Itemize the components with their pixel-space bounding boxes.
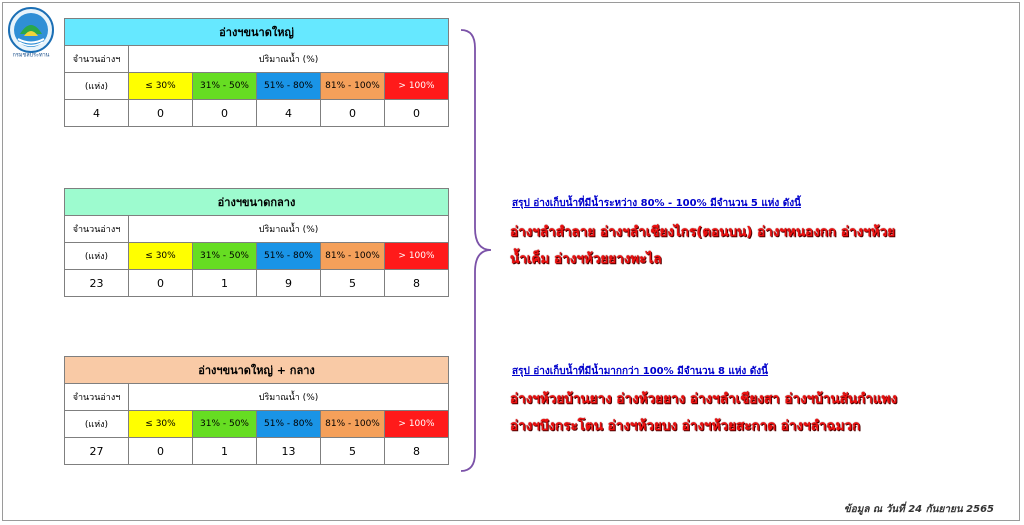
data-date-footer: ข้อมูล ณ วันที่ 24 กันยายน 2565	[843, 504, 994, 515]
range-gt100: > 100%	[385, 243, 449, 270]
summary-heading-80-100: สรุป อ่างเก็บน้ำที่มีน้ำระหว่าง 80% - 100% มีจำนวน 5 แห่ง ดังนี้	[512, 198, 801, 209]
rid-logo-icon	[6, 6, 56, 58]
count-unit: (แห่ง)	[65, 243, 129, 270]
value-51-80: 13	[257, 438, 321, 465]
count-label: จำนวนอ่างฯ	[65, 384, 129, 411]
volume-label: ปริมาณน้ำ (%)	[129, 384, 449, 411]
value-31-50: 1	[193, 270, 257, 297]
count-label: จำนวนอ่างฯ	[65, 216, 129, 243]
value-51-80: 4	[257, 100, 321, 127]
volume-label: ปริมาณน้ำ (%)	[129, 46, 449, 73]
count-value: 23	[65, 270, 129, 297]
range-81-100: 81% - 100%	[321, 411, 385, 438]
range-31-50: 31% - 50%	[193, 73, 257, 100]
value-81-100: 0	[321, 100, 385, 127]
value-gt100: 8	[385, 270, 449, 297]
logo-text: กรมชลประทาน	[12, 52, 50, 58]
value-31-50: 0	[193, 100, 257, 127]
volume-label: ปริมาณน้ำ (%)	[129, 216, 449, 243]
range-gt100: > 100%	[385, 73, 449, 100]
reservoir-table-medium	[64, 188, 449, 297]
count-unit: (แห่ง)	[65, 411, 129, 438]
range-51-80: 51% - 80%	[257, 243, 321, 270]
range-81-100: 81% - 100%	[321, 243, 385, 270]
range-gt100: > 100%	[385, 411, 449, 438]
value-31-50: 1	[193, 438, 257, 465]
reservoir-list-line: น้ำเค็ม อ่างฯห้วยยางพะไล	[510, 251, 662, 267]
range-31-50: 31% - 50%	[193, 243, 257, 270]
range-le30: ≤ 30%	[129, 73, 193, 100]
range-51-80: 51% - 80%	[257, 73, 321, 100]
value-51-80: 9	[257, 270, 321, 297]
count-value: 27	[65, 438, 129, 465]
value-le30: 0	[129, 438, 193, 465]
value-81-100: 5	[321, 438, 385, 465]
reservoir-list-line: อ่างฯบึงกระโตน อ่างฯห้วยบง อ่างฯห้วยสะกาด อ่างฯลำฉมวก	[510, 418, 861, 434]
value-le30: 0	[129, 100, 193, 127]
summary-heading-over-100: สรุป อ่างเก็บน้ำที่มีน้ำมากกว่า 100% มีจำนวน 8 แห่ง ดังนี้	[512, 366, 769, 377]
count-value: 4	[65, 100, 129, 127]
value-gt100: 0	[385, 100, 449, 127]
reservoir-table-combined	[64, 356, 449, 465]
range-le30: ≤ 30%	[129, 411, 193, 438]
reservoir-list-line: อ่างฯลำสำลาย อ่างฯลำเชียงไกร(ตอนบน) อ่างฯหนองกก อ่างฯห้วย	[510, 224, 896, 240]
value-gt100: 8	[385, 438, 449, 465]
value-le30: 0	[129, 270, 193, 297]
curly-brace-icon	[455, 28, 495, 473]
count-unit: (แห่ง)	[65, 73, 129, 100]
range-31-50: 31% - 50%	[193, 411, 257, 438]
table-title: อ่างฯขนาดใหญ่	[65, 19, 449, 46]
range-81-100: 81% - 100%	[321, 73, 385, 100]
value-81-100: 5	[321, 270, 385, 297]
count-label: จำนวนอ่างฯ	[65, 46, 129, 73]
range-le30: ≤ 30%	[129, 243, 193, 270]
table-title: อ่างฯขนาดกลาง	[65, 189, 449, 216]
reservoir-table-large	[64, 18, 449, 127]
reservoir-list-over-100	[510, 386, 990, 440]
reservoir-list-80-100	[510, 219, 990, 273]
reservoir-list-line: อ่างฯห้วยบ้านยาง อ่างห้วยยาง อ่างฯลำเชียงสา อ่างฯบ้านสันกำแพง	[510, 391, 898, 407]
table-title: อ่างฯขนาดใหญ่ + กลาง	[65, 357, 449, 384]
range-51-80: 51% - 80%	[257, 411, 321, 438]
